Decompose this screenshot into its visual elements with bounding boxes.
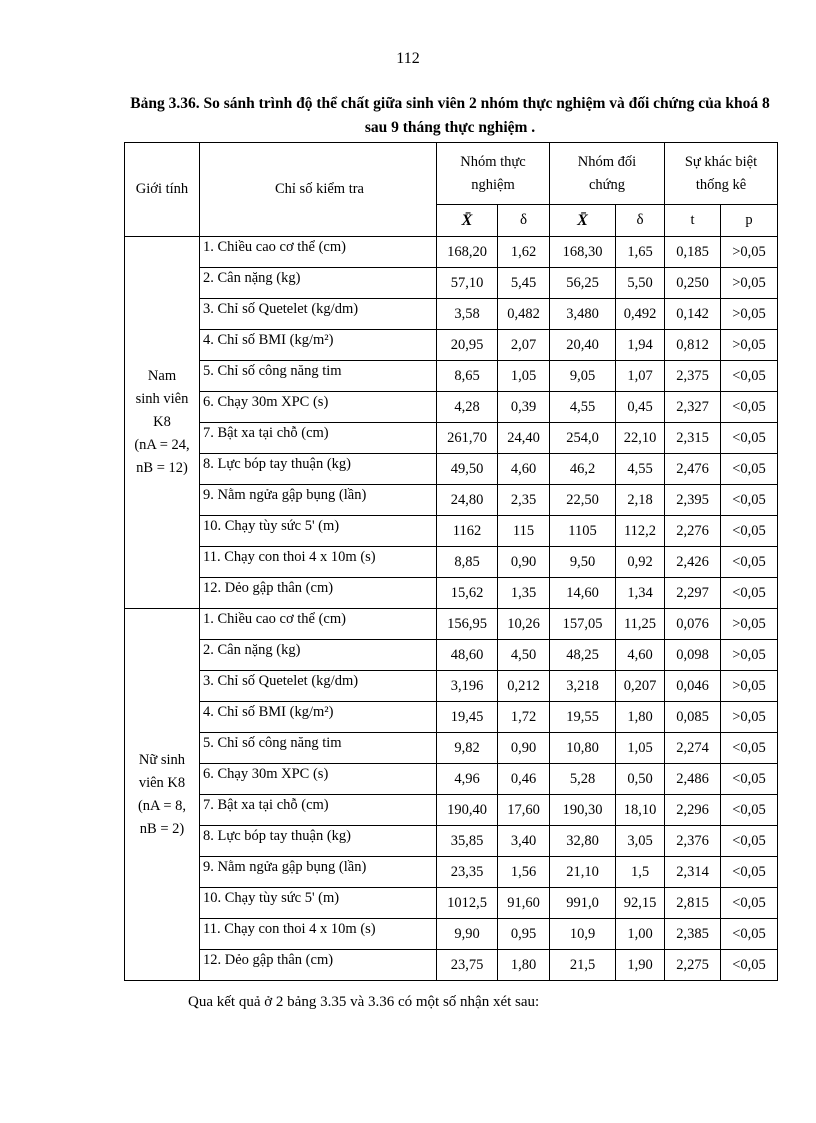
page-number: 112 <box>396 50 420 67</box>
p-value-cell: <0,05 <box>721 547 778 578</box>
mean-control-cell: 5,28 <box>550 764 616 795</box>
sd-experimental-cell: 1,35 <box>498 578 550 609</box>
indicator-cell: 1. Chiều cao cơ thể (cm) <box>200 237 437 268</box>
t-value-cell: 2,815 <box>665 888 721 919</box>
p-value-cell: <0,05 <box>721 795 778 826</box>
mean-control-cell: 4,55 <box>550 392 616 423</box>
p-value-cell: <0,05 <box>721 454 778 485</box>
mean-control-cell: 190,30 <box>550 795 616 826</box>
indicator-cell: 11. Chạy con thoi 4 x 10m (s) <box>200 919 437 950</box>
sd-control-cell: 0,207 <box>616 671 665 702</box>
indicator-cell: 6. Chạy 30m XPC (s) <box>200 392 437 423</box>
sd-control-cell: 11,25 <box>616 609 665 640</box>
sd-experimental-cell: 4,50 <box>498 640 550 671</box>
mean-control-cell: 21,5 <box>550 950 616 981</box>
sd-experimental-cell: 3,40 <box>498 826 550 857</box>
sd-experimental-cell: 0,46 <box>498 764 550 795</box>
group-label-line: nB = 12) <box>136 460 188 476</box>
mean-control-cell: 48,25 <box>550 640 616 671</box>
group-label-line: Nữ sinh <box>138 751 186 768</box>
group-label <box>125 237 200 609</box>
t-value-cell: 2,476 <box>665 454 721 485</box>
p-value-cell: <0,05 <box>721 392 778 423</box>
mean-control-cell: 157,05 <box>550 609 616 640</box>
sd-control-cell: 4,55 <box>616 454 665 485</box>
t-value-cell: 2,486 <box>665 764 721 795</box>
table-row <box>125 330 778 361</box>
p-value-cell: <0,05 <box>721 857 778 888</box>
indicator-cell: 7. Bật xa tại chỗ (cm) <box>200 795 437 826</box>
mean-experimental-cell: 9,82 <box>437 733 498 764</box>
indicator-cell: 4. Chỉ số BMI (kg/m²) <box>200 330 437 361</box>
t-value-cell: 2,375 <box>665 361 721 392</box>
sd-control-cell: 0,50 <box>616 764 665 795</box>
mean-experimental-cell: 9,90 <box>437 919 498 950</box>
mean-experimental-cell: 57,10 <box>437 268 498 299</box>
mean-control-cell: 3,218 <box>550 671 616 702</box>
mean-experimental-cell: 4,96 <box>437 764 498 795</box>
sd-control-cell: 1,94 <box>616 330 665 361</box>
sd-experimental-cell: 0,90 <box>498 733 550 764</box>
mean-experimental-cell: 35,85 <box>437 826 498 857</box>
p-value-cell: >0,05 <box>721 330 778 361</box>
mean-experimental-cell: 24,80 <box>437 485 498 516</box>
sd-experimental-cell: 1,05 <box>498 361 550 392</box>
t-value-cell: 2,327 <box>665 392 721 423</box>
t-value-cell: 0,812 <box>665 330 721 361</box>
p-value-cell: >0,05 <box>721 268 778 299</box>
indicator-cell: 9. Nằm ngửa gập bụng (lần) <box>200 857 437 888</box>
t-value-cell: 0,085 <box>665 702 721 733</box>
mean-symbol: X̄ <box>461 211 473 229</box>
indicator-cell: 10. Chạy tùy sức 5' (m) <box>200 888 437 919</box>
table-row <box>125 857 778 888</box>
indicator-cell: 10. Chạy tùy sức 5' (m) <box>200 516 437 547</box>
sd-experimental-cell: 0,39 <box>498 392 550 423</box>
indicator-cell: 12. Dẻo gập thân (cm) <box>200 950 437 981</box>
sd-experimental-cell: 1,80 <box>498 950 550 981</box>
header-gender: Giới tính <box>125 143 200 237</box>
table-row <box>125 950 778 981</box>
indicator-cell: 5. Chỉ số công năng tim <box>200 361 437 392</box>
sd-experimental-cell: 5,45 <box>498 268 550 299</box>
caption-label: Bảng 3.36. <box>130 95 200 112</box>
mean-experimental-cell: 20,95 <box>437 330 498 361</box>
mean-symbol: X̄ <box>577 211 588 229</box>
p-value-cell: >0,05 <box>721 609 778 640</box>
mean-control-cell: 46,2 <box>550 454 616 485</box>
sd-experimental-cell: 0,482 <box>498 299 550 330</box>
mean-control-cell: 3,480 <box>550 299 616 330</box>
p-value-cell: <0,05 <box>721 888 778 919</box>
mean-control-cell: 10,80 <box>550 733 616 764</box>
mean-experimental-cell: 48,60 <box>437 640 498 671</box>
t-value-cell: 0,046 <box>665 671 721 702</box>
t-value-cell: 0,185 <box>665 237 721 268</box>
header-experimental: Nhóm thực nghiệm <box>437 143 550 205</box>
sd-control-cell: 3,05 <box>616 826 665 857</box>
header-mean-experimental <box>437 205 498 237</box>
mean-control-cell: 10,9 <box>550 919 616 950</box>
p-value-cell: >0,05 <box>721 671 778 702</box>
sd-control-cell: 5,50 <box>616 268 665 299</box>
indicator-cell: 12. Dẻo gập thân (cm) <box>200 578 437 609</box>
sd-experimental-cell: 10,26 <box>498 609 550 640</box>
p-value-cell: >0,05 <box>721 702 778 733</box>
table-row <box>125 795 778 826</box>
header-p: p <box>721 205 778 237</box>
sd-experimental-cell: 1,62 <box>498 237 550 268</box>
footnote-text: Qua kết quả ở 2 bảng 3.35 và 3.36 có một số nhận xét sau: <box>188 994 540 1010</box>
p-value-cell: <0,05 <box>721 578 778 609</box>
sd-experimental-cell: 0,95 <box>498 919 550 950</box>
sd-symbol: δ <box>636 212 644 228</box>
caption-text: So sánh trình độ thể chất giữa sinh viên 2 nhóm thực nghiệm và đối chứng của khoá 8 sau 9 tháng thực nghiệm . <box>199 95 770 136</box>
sd-control-cell: 4,60 <box>616 640 665 671</box>
t-value-cell: 2,296 <box>665 795 721 826</box>
sd-experimental-cell: 91,60 <box>498 888 550 919</box>
p-value-cell: <0,05 <box>721 919 778 950</box>
indicator-cell: 2. Cân nặng (kg) <box>200 268 437 299</box>
indicator-cell: 9. Nằm ngửa gập bụng (lần) <box>200 485 437 516</box>
sd-control-cell: 1,80 <box>616 702 665 733</box>
mean-experimental-cell: 190,40 <box>437 795 498 826</box>
sd-experimental-cell: 2,07 <box>498 330 550 361</box>
sd-experimental-cell: 1,72 <box>498 702 550 733</box>
sd-control-cell: 2,18 <box>616 485 665 516</box>
mean-experimental-cell: 3,58 <box>437 299 498 330</box>
mean-experimental-cell: 23,35 <box>437 857 498 888</box>
table-row <box>125 423 778 454</box>
group-label-line: (nA = 24, <box>134 437 190 453</box>
header-sd-experimental <box>498 205 550 237</box>
sd-control-cell: 1,07 <box>616 361 665 392</box>
sd-experimental-cell: 4,60 <box>498 454 550 485</box>
header-control: Nhóm đối chứng <box>550 143 665 205</box>
table-row <box>125 733 778 764</box>
mean-experimental-cell: 1162 <box>437 516 498 547</box>
t-value-cell: 2,315 <box>665 423 721 454</box>
table-row <box>125 640 778 671</box>
p-value-cell: <0,05 <box>721 423 778 454</box>
indicator-cell: 4. Chỉ số BMI (kg/m²) <box>200 702 437 733</box>
table-row <box>125 888 778 919</box>
p-value-cell: <0,05 <box>721 764 778 795</box>
sd-control-cell: 0,45 <box>616 392 665 423</box>
sd-control-cell: 0,92 <box>616 547 665 578</box>
mean-control-cell: 254,0 <box>550 423 616 454</box>
mean-experimental-cell: 261,70 <box>437 423 498 454</box>
mean-control-cell: 21,10 <box>550 857 616 888</box>
indicator-cell: 5. Chỉ số công năng tim <box>200 733 437 764</box>
table-row <box>125 578 778 609</box>
p-value-cell: <0,05 <box>721 361 778 392</box>
table-row <box>125 919 778 950</box>
t-value-cell: 2,426 <box>665 547 721 578</box>
mean-control-cell: 168,30 <box>550 237 616 268</box>
sd-experimental-cell: 17,60 <box>498 795 550 826</box>
t-value-cell: 0,142 <box>665 299 721 330</box>
sd-control-cell: 112,2 <box>616 516 665 547</box>
mean-experimental-cell: 156,95 <box>437 609 498 640</box>
header-t: t <box>665 205 721 237</box>
sd-experimental-cell: 24,40 <box>498 423 550 454</box>
mean-control-cell: 1105 <box>550 516 616 547</box>
table-row <box>125 609 778 640</box>
sd-control-cell: 0,492 <box>616 299 665 330</box>
p-value-cell: <0,05 <box>721 733 778 764</box>
sd-symbol: δ <box>519 212 528 228</box>
mean-experimental-cell: 49,50 <box>437 454 498 485</box>
table-body <box>125 237 778 981</box>
t-value-cell: 2,276 <box>665 516 721 547</box>
sd-experimental-cell: 2,35 <box>498 485 550 516</box>
group-label-line: sinh viên <box>135 391 189 407</box>
indicator-cell: 8. Lực bóp tay thuận (kg) <box>200 826 437 857</box>
table-row <box>125 392 778 423</box>
table-row <box>125 485 778 516</box>
mean-control-cell: 32,80 <box>550 826 616 857</box>
sd-control-cell: 1,5 <box>616 857 665 888</box>
p-value-cell: <0,05 <box>721 485 778 516</box>
mean-experimental-cell: 168,20 <box>437 237 498 268</box>
t-value-cell: 2,314 <box>665 857 721 888</box>
mean-control-cell: 9,05 <box>550 361 616 392</box>
header-mean-control <box>550 205 616 237</box>
sd-control-cell: 22,10 <box>616 423 665 454</box>
group-label-line: nB = 2) <box>139 820 185 837</box>
sd-control-cell: 18,10 <box>616 795 665 826</box>
t-value-cell: 2,275 <box>665 950 721 981</box>
mean-experimental-cell: 8,85 <box>437 547 498 578</box>
p-value-cell: <0,05 <box>721 950 778 981</box>
comparison-table <box>124 142 778 981</box>
header-sd-control <box>616 205 665 237</box>
sd-experimental-cell: 0,90 <box>498 547 550 578</box>
sd-control-cell: 1,90 <box>616 950 665 981</box>
indicator-cell: 11. Chạy con thoi 4 x 10m (s) <box>200 547 437 578</box>
mean-experimental-cell: 1012,5 <box>437 888 498 919</box>
sd-experimental-cell: 1,56 <box>498 857 550 888</box>
table-row <box>125 454 778 485</box>
p-value-cell: <0,05 <box>721 826 778 857</box>
mean-control-cell: 19,55 <box>550 702 616 733</box>
table-row <box>125 702 778 733</box>
p-value-cell: <0,05 <box>721 516 778 547</box>
table-row <box>125 299 778 330</box>
mean-experimental-cell: 3,196 <box>437 671 498 702</box>
t-value-cell: 2,385 <box>665 919 721 950</box>
p-value-cell: >0,05 <box>721 237 778 268</box>
t-value-cell: 2,297 <box>665 578 721 609</box>
mean-control-cell: 14,60 <box>550 578 616 609</box>
mean-experimental-cell: 15,62 <box>437 578 498 609</box>
sd-control-cell: 1,65 <box>616 237 665 268</box>
table-caption <box>120 92 780 140</box>
mean-control-cell: 56,25 <box>550 268 616 299</box>
indicator-cell: 6. Chạy 30m XPC (s) <box>200 764 437 795</box>
t-value-cell: 2,376 <box>665 826 721 857</box>
table-row <box>125 237 778 268</box>
indicator-cell: 2. Cân nặng (kg) <box>200 640 437 671</box>
table-row <box>125 826 778 857</box>
p-value-cell: >0,05 <box>721 299 778 330</box>
group-label-line: viên K8 <box>138 774 186 791</box>
mean-control-cell: 9,50 <box>550 547 616 578</box>
header-difference: Sự khác biệt thống kê <box>665 143 778 205</box>
group-label-line: K8 <box>153 414 171 430</box>
mean-control-cell: 22,50 <box>550 485 616 516</box>
t-value-cell: 0,076 <box>665 609 721 640</box>
sd-control-cell: 92,15 <box>616 888 665 919</box>
indicator-cell: 1. Chiều cao cơ thể (cm) <box>200 609 437 640</box>
sd-control-cell: 1,34 <box>616 578 665 609</box>
mean-experimental-cell: 8,65 <box>437 361 498 392</box>
sd-experimental-cell: 0,212 <box>498 671 550 702</box>
t-value-cell: 2,274 <box>665 733 721 764</box>
t-value-cell: 2,395 <box>665 485 721 516</box>
table-row <box>125 764 778 795</box>
header-indicator: Chỉ số kiểm tra <box>200 143 437 237</box>
table-row <box>125 361 778 392</box>
table-row <box>125 671 778 702</box>
group-label-line: Nam <box>147 368 177 384</box>
sd-experimental-cell: 115 <box>498 516 550 547</box>
table-row <box>125 516 778 547</box>
table-row <box>125 268 778 299</box>
t-value-cell: 0,098 <box>665 640 721 671</box>
group-label-line: (nA = 8, <box>137 797 187 814</box>
mean-experimental-cell: 4,28 <box>437 392 498 423</box>
mean-control-cell: 20,40 <box>550 330 616 361</box>
group-label <box>125 609 200 981</box>
indicator-cell: 7. Bật xa tại chỗ (cm) <box>200 423 437 454</box>
indicator-cell: 3. Chỉ số Quetelet (kg/dm) <box>200 671 437 702</box>
mean-experimental-cell: 23,75 <box>437 950 498 981</box>
indicator-cell: 8. Lực bóp tay thuận (kg) <box>200 454 437 485</box>
sd-control-cell: 1,05 <box>616 733 665 764</box>
mean-experimental-cell: 19,45 <box>437 702 498 733</box>
t-value-cell: 0,250 <box>665 268 721 299</box>
indicator-cell: 3. Chỉ số Quetelet (kg/dm) <box>200 299 437 330</box>
sd-control-cell: 1,00 <box>616 919 665 950</box>
mean-control-cell: 991,0 <box>550 888 616 919</box>
p-value-cell: >0,05 <box>721 640 778 671</box>
table-row <box>125 547 778 578</box>
